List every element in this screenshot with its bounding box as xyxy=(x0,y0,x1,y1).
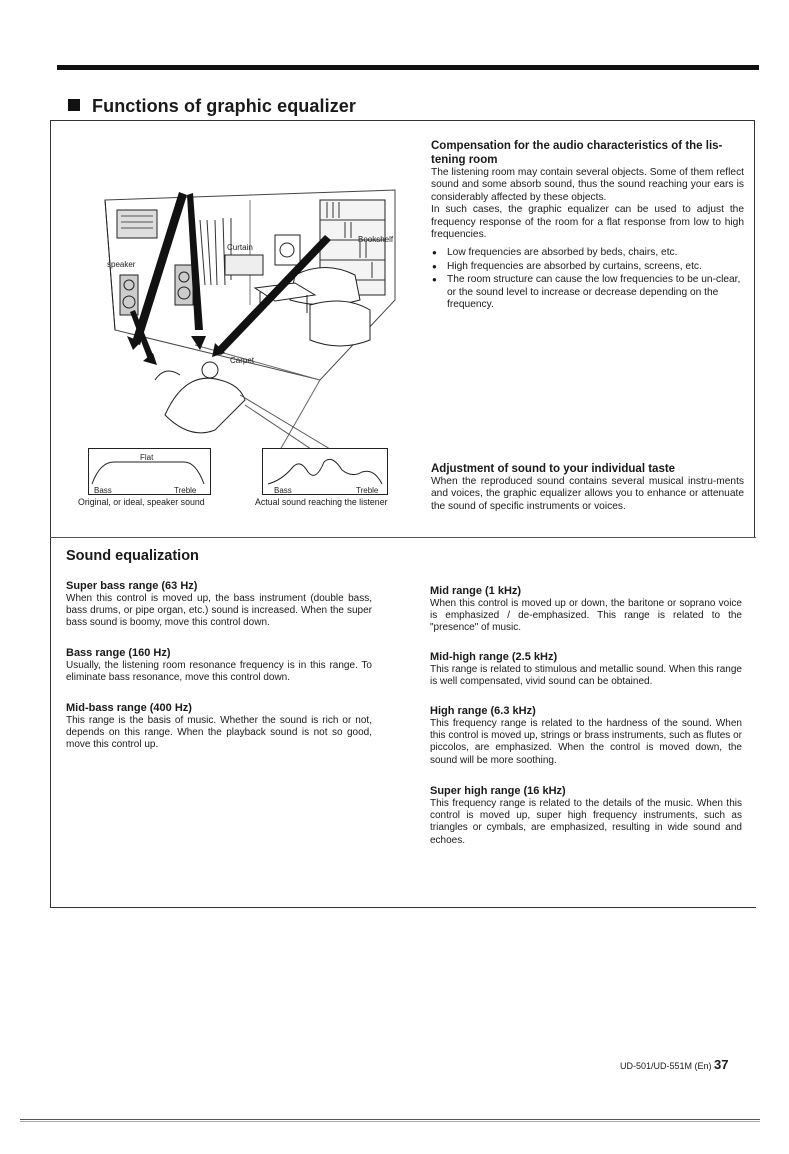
section-divider xyxy=(50,537,756,538)
page-title xyxy=(68,96,356,117)
range-body: Usually, the listening room resonance frequency is in this range. To eliminate bass resonance, move this control down. xyxy=(66,660,372,684)
range-body: This frequency range is related to the details of the music. When this control is moved up, super high frequency instruments, such as triangles or cymbals, are emphasized, resulting in wide sound and echoes. xyxy=(430,798,742,846)
high-range xyxy=(430,705,742,767)
top-rule xyxy=(57,65,759,70)
carpet-label: Carpet xyxy=(230,356,255,365)
list-item: ● The room structure can cause the low frequencies to be un-clear, or the sound level to increase or decrease depending on the frequency. xyxy=(447,274,744,311)
actual-response-graph xyxy=(262,448,390,496)
actual-graph-treble-label: Treble xyxy=(356,486,379,495)
square-bullet-icon xyxy=(68,99,80,111)
bottom-rule-secondary xyxy=(20,1121,760,1122)
list-item: ● High frequencies are absorbed by curtains, screens, etc. xyxy=(447,261,744,273)
range-body: When this control is moved up or down, the baritone or soprano voice is emphasized / de-emphasized. This range is related to the "presence" of music. xyxy=(430,598,742,634)
curtain-label: Curtain xyxy=(227,243,253,252)
compensation-title: Compensation for the audio characteristics of the lis-tening room xyxy=(431,140,723,166)
range-body: This range is related to stimulous and metallic sound. When this range is well compensated, vivid sound can be obtained. xyxy=(430,664,742,688)
page-number: 37 xyxy=(714,1057,729,1072)
compensation-section xyxy=(431,139,744,312)
actual-graph-caption: Actual sound reaching the listener xyxy=(255,497,388,507)
page-title-text: Functions of graphic equalizer xyxy=(92,96,357,116)
flat-graph-title: Flat xyxy=(140,453,154,462)
range-body: This frequency range is related to the hardness of the sound. When this control is moved up, strings or brass instruments, such as flutes or piccolos, are emphasized. When the control is moved down, the sound will be more soothing. xyxy=(430,718,742,766)
compensation-para-1: The listening room may contain several objects. Some of them reflect sound and some absorb sound, thus the sound reaching your ears is considerably affected by these objects. xyxy=(431,167,744,203)
actual-graph-bass-label: Bass xyxy=(274,486,292,495)
super-high-range xyxy=(430,785,742,847)
super-bass-range xyxy=(66,580,372,630)
box-border-left xyxy=(50,120,51,908)
sound-equalization-title: Sound equalization xyxy=(66,548,199,564)
box-border-top xyxy=(50,120,755,121)
compensation-para-2: In such cases, the graphic equalizer can be used to adjust the frequency response of the room for a flat response from low to high frequencies. xyxy=(431,204,744,241)
speaker-label: speaker xyxy=(107,260,136,269)
page-footer xyxy=(620,1057,729,1072)
adjustment-body: When the reproduced sound contains several musical instru-ments and voices, the graphic equalizer allows you to enhance or attenuate the sound of specific instruments or voices. xyxy=(431,476,744,512)
range-title: Mid-high range (2.5 kHz) xyxy=(430,651,558,663)
range-body: This range is the basis of music. Whether the sound is rich or not, depends on this range. When the playback sound is not so good, move this control up. xyxy=(66,715,372,751)
bass-range xyxy=(66,647,372,684)
range-title: High range (6.3 kHz) xyxy=(430,705,536,717)
range-title: Super bass range (63 Hz) xyxy=(66,580,198,592)
mid-bass-range xyxy=(66,702,372,752)
range-title: Mid-bass range (400 Hz) xyxy=(66,702,192,714)
range-title: Mid range (1 kHz) xyxy=(430,585,522,597)
box-border-bottom xyxy=(50,907,756,908)
flat-response-graph xyxy=(88,448,213,496)
box-border-right xyxy=(754,120,755,538)
flat-graph-caption: Original, or ideal, speaker sound xyxy=(78,497,205,507)
absorption-list xyxy=(431,247,744,311)
adjustment-title: Adjustment of sound to your individual taste xyxy=(431,463,676,475)
flat-graph-treble-label: Treble xyxy=(174,486,197,495)
model-number: UD-501/UD-551M (En) xyxy=(620,1061,712,1071)
mid-range xyxy=(430,585,742,635)
mid-high-range xyxy=(430,651,742,688)
flat-graph-bass-label: Bass xyxy=(94,486,112,495)
bottom-rule xyxy=(20,1119,760,1120)
range-body: When this control is moved up, the bass instrument (double bass, bass drums, or pipe organ, etc.) sound is increased. When the super bass sound is boomy, move this control down. xyxy=(66,593,372,629)
bookshelf-label: Bookshelf xyxy=(358,235,394,244)
range-title: Super high range (16 kHz) xyxy=(430,785,566,797)
range-title: Bass range (160 Hz) xyxy=(66,647,171,659)
adjustment-section xyxy=(431,462,744,513)
list-item: ● Low frequencies are absorbed by beds, chairs, etc. xyxy=(447,247,744,259)
